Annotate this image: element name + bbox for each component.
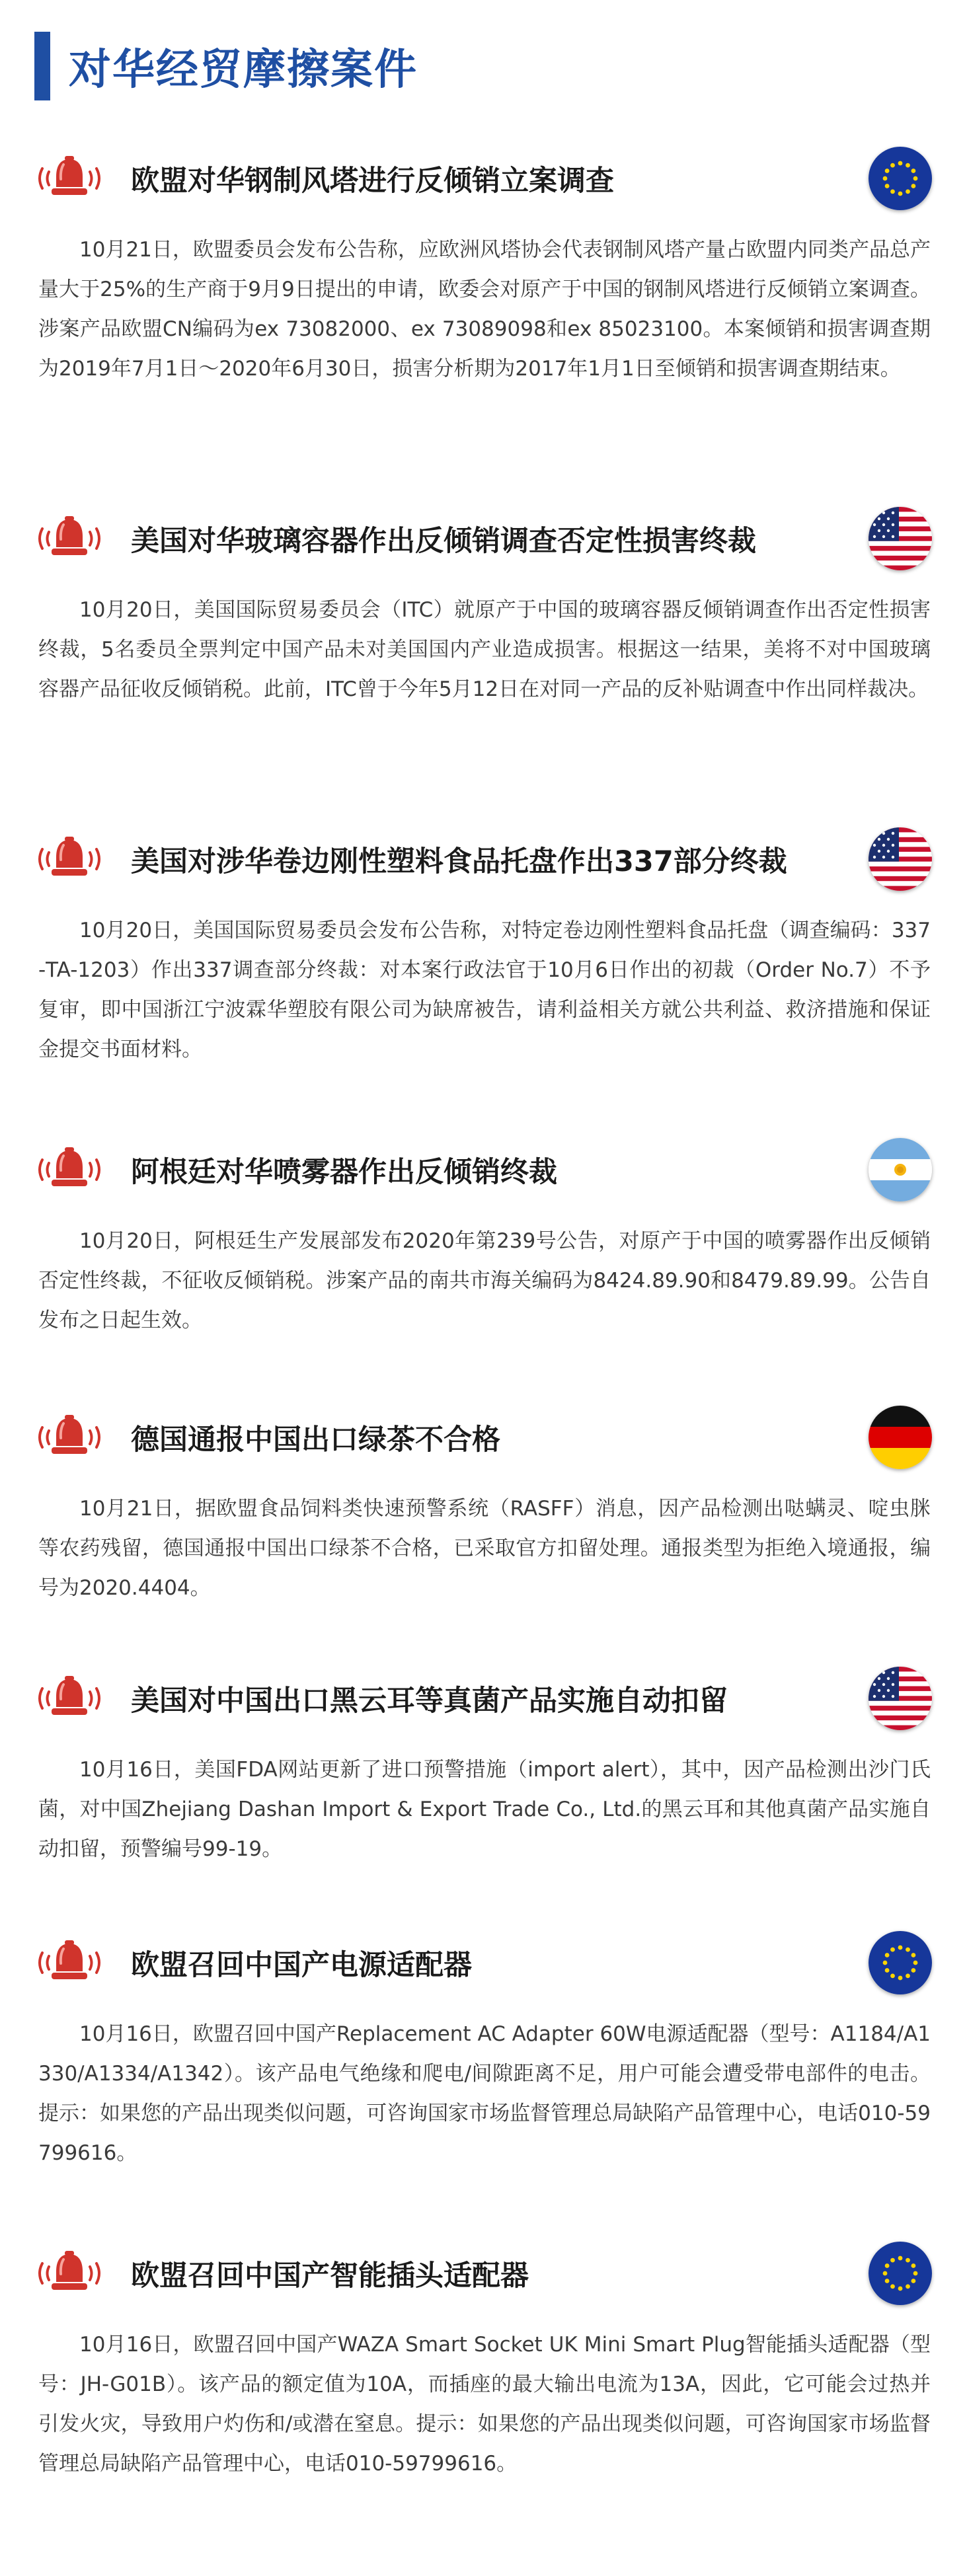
us-flag-icon	[869, 1667, 932, 1730]
eu-flag-icon	[869, 2242, 932, 2305]
alarm-bell-icon	[33, 155, 106, 202]
news-item-title: 美国对涉华卷边刚性塑料食品托盘作出337部分终裁	[131, 845, 787, 878]
news-item-header	[33, 1391, 932, 1484]
news-item-body: 10月16日，欧盟召回中国产WAZA Smart Socket UK Mini Smart Plug智能插头适配器（型号：JH-G01B）。该产品的额定值为10A，而插座的最大输出电流为13A，因此，它可能会过热并引发火灾，导致用户灼伤和/或潜在窒息。提示：如果您的产品出现类似问题，可咨询国家市场监督管理总局缺陷产品管理中心，电话010-59799616。	[38, 2333, 931, 2476]
news-item-header	[33, 813, 932, 905]
news-item-body: 10月16日，欧盟召回中国产Replacement AC Adapter 60W电源适配器（型号：A1184/A1330/A1334/A1342）。该产品电气绝缘和爬电/间隙距离不足，用户可能会遭受带电部件的电击。提示：如果您的产品出现类似问题，可咨询国家市场监督管理总局缺陷产品管理中心，电话010-59799616。	[38, 2022, 931, 2165]
news-item-header	[33, 492, 932, 585]
germany-flag-icon	[869, 1406, 932, 1469]
page-title: 对华经贸摩擦案件	[69, 46, 418, 95]
news-item-body: 10月21日，据欧盟食品饲料类快速预警系统（RASFF）消息，因产品检测出哒螨灵、啶虫脒等农药残留，德国通报中国出口绿茶不合格，已采取官方扣留处理。通报类型为拒绝入境通报，编号为2020.4404。	[38, 1497, 931, 1600]
news-item-title: 德国通报中国出口绿茶不合格	[131, 1423, 500, 1457]
eu-flag-icon	[869, 147, 932, 210]
news-item-header	[33, 1123, 932, 1216]
news-item-body: 10月20日，美国国际贸易委员会发布公告称，对特定卷边刚性塑料食品托盘（调查编码：337-TA-1203）作出337调查部分终裁：对本案行政法官于10月6日作出的初裁（Order No.7）不予复审，即中国浙江宁波霖华塑胶有限公司为缺席被告，请利益相关方就公共利益、救济措施和保证金提交书面材料。	[38, 919, 931, 1061]
alarm-bell-icon	[33, 1414, 106, 1460]
us-flag-icon	[869, 507, 932, 570]
news-item-body: 10月20日，美国国际贸易委员会（ITC）就原产于中国的玻璃容器反倾销调查作出否定性损害终裁，5名委员全票判定中国产品未对美国国内产业造成损害。根据这一结果，美将不对中国玻璃容器产品征收反倾销税。此前，ITC曾于今年5月12日在对同一产品的反补贴调查中作出同样裁决。	[38, 598, 931, 701]
argentina-flag-icon	[869, 1138, 932, 1201]
alarm-bell-icon	[33, 836, 106, 882]
news-item-header	[33, 1916, 932, 2009]
news-item-body: 10月21日，欧盟委员会发布公告称，应欧洲风塔协会代表钢制风塔产量占欧盟内同类产品总产量大于25%的生产商于9月9日提出的申请，欧委会对原产于中国的钢制风塔进行反倾销立案调查。涉案产品欧盟CN编码为ex 73082000、ex 73089098和ex 85023100。本案倾销和损害调查期为2019年7月1日～2020年6月30日，损害分析期为2017年1月1日至倾销和损害调查期结束。	[38, 238, 931, 381]
section-header	[34, 32, 418, 100]
alarm-bell-icon	[33, 1675, 106, 1722]
news-item-title: 美国对中国出口黑云耳等真菌产品实施自动扣留	[131, 1685, 728, 1718]
news-item-header	[33, 1652, 932, 1745]
news-item-header	[33, 2227, 932, 2320]
news-item-title: 欧盟召回中国产智能插头适配器	[131, 2259, 529, 2292]
news-item-title: 美国对华玻璃容器作出反倾销调查否定性损害终裁	[131, 525, 756, 558]
news-item-header	[33, 132, 932, 225]
news-item-title: 欧盟召回中国产电源适配器	[131, 1949, 472, 1982]
eu-flag-icon	[869, 1931, 932, 1994]
news-item-title: 欧盟对华钢制风塔进行反倾销立案调查	[131, 165, 614, 198]
news-item-body: 10月20日，阿根廷生产发展部发布2020年第239号公告，对原产于中国的喷雾器作出反倾销否定性终裁，不征收反倾销税。涉案产品的南共市海关编码为8424.89.90和8479.89.99。公告自发布之日起生效。	[38, 1229, 931, 1332]
alarm-bell-icon	[33, 515, 106, 562]
alarm-bell-icon	[33, 1940, 106, 1986]
us-flag-icon	[869, 827, 932, 891]
alarm-bell-icon	[33, 2250, 106, 2296]
header-accent-bar	[34, 32, 50, 100]
news-item-body: 10月16日，美国FDA网站更新了进口预警措施（import alert），其中，因产品检测出沙门氏菌，对中国Zhejiang Dashan Import & Export Trade Co., Ltd.的黑云耳和其他真菌产品实施自动扣留，预警编号99-19。	[38, 1758, 931, 1861]
alarm-bell-icon	[33, 1147, 106, 1193]
news-item-title: 阿根廷对华喷雾器作出反倾销终裁	[131, 1156, 557, 1189]
